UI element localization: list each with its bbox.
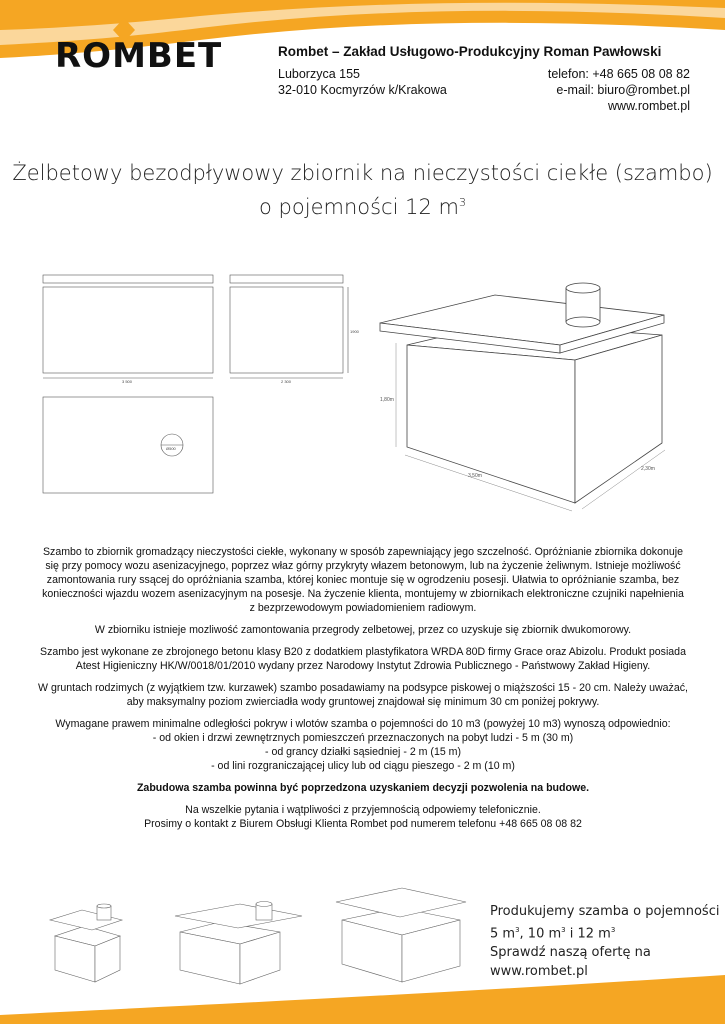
address-line-2: 32-010 Kocmyrzów k/Krakowa — [278, 83, 447, 97]
front-view-lid — [43, 275, 213, 283]
paragraph-permit: Zabudowa szamba powinna być poprzedzona uzyskaniem decyzji pozwolenia na budowe. — [136, 782, 590, 794]
footer-swoosh — [0, 975, 725, 1024]
contact-block — [548, 66, 690, 114]
address-block — [278, 66, 447, 98]
promo-line-3: Sprawdź naszą ofertę na — [490, 945, 651, 961]
front-view-body — [43, 287, 213, 373]
promo-line-1: Produkujemy szamba o pojemności — [490, 904, 720, 919]
paragraph-2: W zbiorniku istnieje mozliwość zamontowania przegrody zelbetowej, przez co uzyskuje się zbiornik dwukomorowy. — [94, 624, 632, 636]
title-line-2: o pojemności 12 $m^3$ — [259, 195, 466, 219]
paragraph-3: Szambo jest wykonane ze zbrojonego betonu klasy B20 z dodatkiem plastyfikatora WRDA 80D firmy Grace oraz Abizolu. Produkt posiada Atest Higieniczny HK/W/0018/01/2010 wydany przez Narodowy Instytut Zdrowia Publicznego - Państwowy Zakład Higieny. — [40, 646, 686, 672]
plan-hole-label: Ø500 — [166, 446, 176, 451]
manhole-rim — [566, 283, 600, 293]
paragraph-4: W gruntach rodzimych (z wyjątkiem tzw. kurzawek) szambo posadawiamy na podsypce piskowej o miąższości 15 - 20 cm. Należy uważać, aby maksymalny poziom zwierciadła wody gruntowej znajdował się minimum 30 cm poniżej pokrywy. — [38, 682, 688, 708]
side-view-body — [230, 287, 343, 373]
tank-front-face — [407, 345, 575, 503]
paragraph-1: Szambo to zbiornik gromadzący nieczystości ciekłe, wykonany w sposób zapewniający jego szczelność. Opróżnianie zbiornika dokonuje się przy pomocy wozu asenizacyjnego, poprzez właz górny przykryty włazem betonowym, lub na życzenie żeliwnym. Istnieje możliwość zamontowania rury ssącej do opróżniania szamba, której koniec montuje się w ogrodzeniu posesji. Ułatwia to opróżnianie szamba, bez konieczności wjazdu wozem asenizacyjnym na posesje. Na życzenie klienta, montujemy w zbiornikach elektroniczne czujniki napełnienia z bezprzewodowym powiadomieniem radiowym. — [42, 546, 684, 614]
paragraph-contact: Na wszelkie pytania i wątpliwości z przyjemnością odpowiemy telefonicznie. Prosimy o kontakt z Biurem Obsługi Klienta Rombet pod numerem telefonu +48 665 08 08 82 — [144, 804, 582, 830]
page-title — [0, 158, 725, 222]
tank-size-drawings — [30, 880, 490, 990]
plan-wid-label: 2 300 — [281, 379, 292, 384]
plan-side-h-label: 1900 — [350, 329, 359, 334]
dim-height-label: 1,80m — [380, 397, 394, 403]
title-line-1: Żelbetowy bezodpływowy zbiornik na nieczystości ciekłe (szambo) — [12, 161, 713, 185]
promo-line-2: 5 $m^3$, 10 $m^3$ i 12 $m^3$ — [490, 926, 616, 942]
paragraph-5: Wymagane prawem minimalne odległości pokryw i wlotów szamba o pojemności do 10 m3 (powyżej 10 m3) wynoszą odpowiednio: - od okien i drzwi zewnętrznych pomieszczeń przeznaczonych na pobyt ludzi - 5 m (30 m) - od grancy działki sąsiedniej - 2 m (15 m) - od lini rozgraniczającej ulicy lub od ciągu pieszego - 2 m (10 m) — [55, 718, 671, 772]
company-name: Rombet – Zakład Usługowo-Produkcyjny Roman Pawłowski — [278, 44, 662, 59]
promo-block — [490, 902, 719, 981]
plan-view — [43, 397, 213, 493]
email-text: e-mail: biuro@rombet.pl — [556, 83, 690, 97]
dim-width-label: 2,30m — [641, 466, 655, 472]
website-link[interactable]: www.rombet.pl — [608, 99, 690, 113]
plan-len-label: 3 500 — [122, 379, 133, 384]
logo-text: ROMBET — [55, 36, 223, 76]
phone-text: telefon: +48 665 08 08 82 — [547, 67, 690, 81]
description — [38, 545, 688, 839]
dim-length-label: 3,50m — [468, 473, 482, 479]
address-line-1: Luborzyca 155 — [278, 67, 361, 81]
technical-drawing — [0, 265, 725, 520]
promo-website-link[interactable]: www.rombet.pl — [490, 964, 588, 980]
side-view-lid — [230, 275, 343, 283]
manhole-base — [566, 317, 600, 327]
tank-side-face — [575, 335, 662, 503]
